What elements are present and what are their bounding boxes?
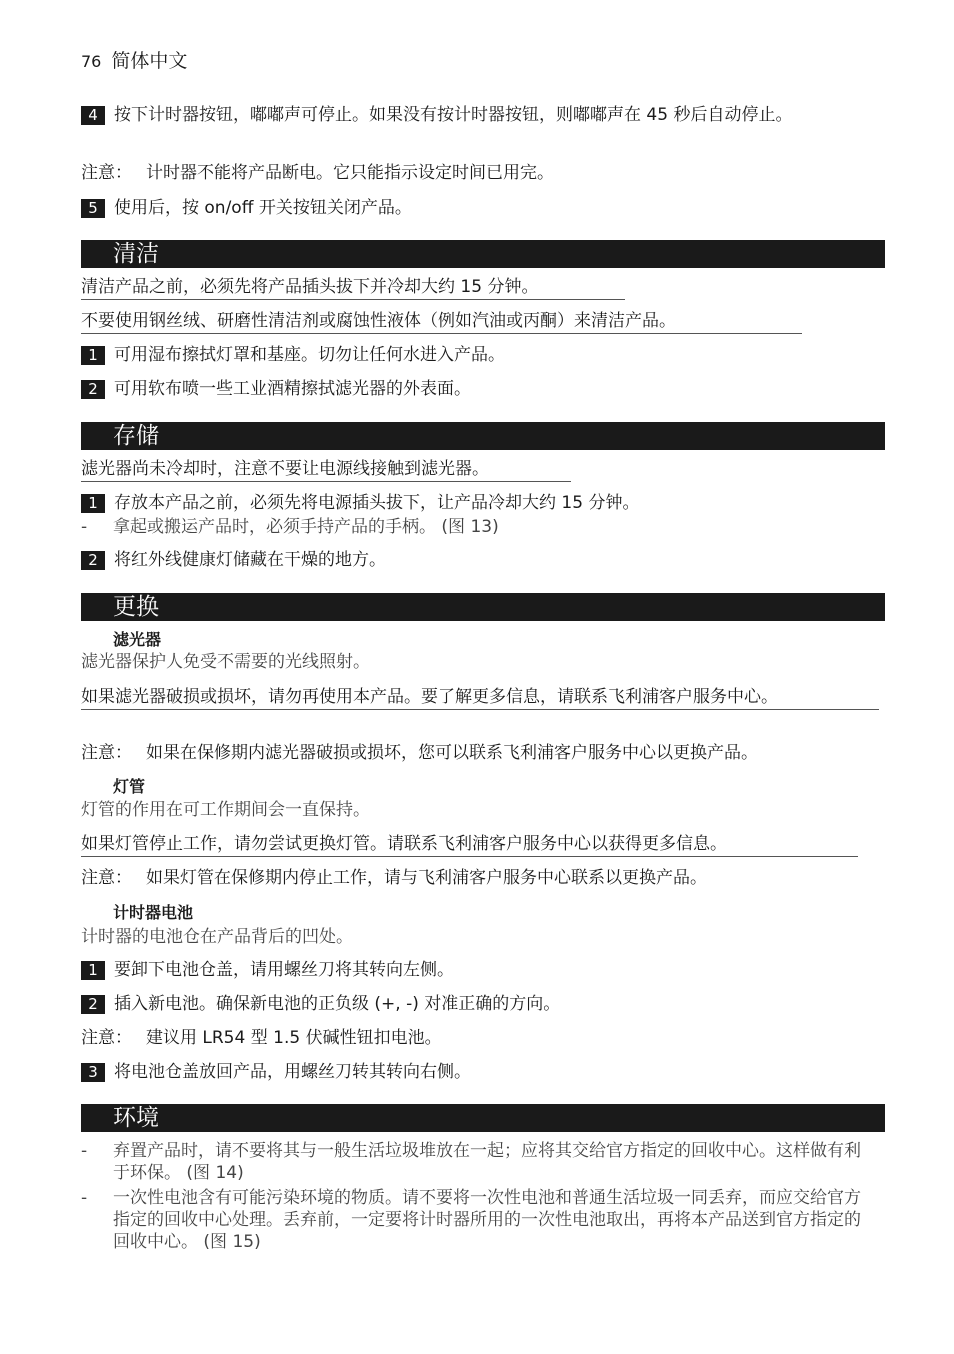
- bullet-item: [81, 1187, 873, 1253]
- bullet-text: 弃置产品时，请不要将其与一般生活垃圾堆放在一起；应将其交给官方指定的回收中心。这样做有利于环保。 (图 14): [113, 1141, 861, 1183]
- note-label: 注意：: [81, 743, 132, 763]
- step-text: 使用后，按 on/off 开关按钮关闭产品。: [114, 198, 412, 218]
- step-number: 2: [81, 380, 105, 399]
- warning-text: 清洁产品之前，必须先将产品插头拔下并冷却大约 15 分钟。: [81, 276, 625, 300]
- bullet-text: 一次性电池含有可能污染环境的物质。请不要将一次性电池和普通生活垃圾一同丢弃，而应交给官方指定的回收中心处理。丢弃前，一定要将计时器所用的一次性电池取出，再将本产品送到官方指定的回收中心。 (图 15): [113, 1188, 861, 1252]
- step-5: [81, 197, 884, 219]
- note: [81, 162, 554, 184]
- step-1: [81, 344, 884, 366]
- step-4: [81, 104, 884, 126]
- body-text: 灯管的作用在可工作期间会一直保持。: [81, 800, 370, 820]
- bullet-text: 拿起或搬运产品时，必须手持产品的手柄。 (图 13): [113, 517, 499, 537]
- note-text: 如果在保修期内滤光器破损或损坏，您可以联系飞利浦客户服务中心以更换产品。: [146, 743, 758, 763]
- section-title-storage: 存储: [81, 422, 885, 450]
- section-title-environment: 环境: [81, 1104, 885, 1132]
- bullet-dash: -: [81, 517, 88, 537]
- step-1: [81, 959, 884, 981]
- bullet-dash: -: [81, 1188, 88, 1208]
- subheading-timer-battery: 计时器电池: [113, 903, 194, 922]
- step-text: 将红外线健康灯储藏在干燥的地方。: [114, 550, 386, 570]
- note-label: 注意：: [81, 868, 132, 888]
- subheading-lamp: 灯管: [113, 777, 146, 796]
- warning-text: 滤光器尚未冷却时，注意不要让电源线接触到滤光器。: [81, 458, 571, 482]
- step-text: 要卸下电池仓盖，请用螺丝刀将其转向左侧。: [114, 960, 454, 980]
- step-text: 存放本产品之前，必须先将电源插头拔下，让产品冷却大约 15 分钟。: [114, 493, 640, 513]
- note: [81, 867, 707, 889]
- note-label: 注意：: [81, 163, 132, 183]
- step-text: 插入新电池。确保新电池的正负级 (+, -) 对准正确的方向。: [114, 994, 561, 1014]
- note: [81, 742, 758, 764]
- step-number: 1: [81, 961, 105, 980]
- step-number: 2: [81, 995, 105, 1014]
- step-number: 4: [81, 106, 105, 125]
- step-2: [81, 549, 884, 571]
- warning-text: 如果灯管停止工作，请勿尝试更换灯管。请联系飞利浦客户服务中心以获得更多信息。: [81, 833, 858, 857]
- note-label: 注意：: [81, 1028, 132, 1048]
- note-text: 建议用 LR54 型 1.5 伏碱性钮扣电池。: [146, 1028, 442, 1048]
- subheading-filter: 滤光器: [113, 630, 162, 649]
- note-text: 如果灯管在保修期内停止工作，请与飞利浦客户服务中心联系以更换产品。: [146, 868, 707, 888]
- bullet-item: [81, 1140, 873, 1184]
- step-3: [81, 1061, 884, 1083]
- step-2: [81, 378, 884, 400]
- step-text: 可用软布喷一些工业酒精擦拭滤光器的外表面。: [114, 379, 471, 399]
- note-text: 计时器不能将产品断电。它只能指示设定时间已用完。: [146, 163, 554, 183]
- step-number: 1: [81, 346, 105, 365]
- step-text: 将电池仓盖放回产品，用螺丝刀转其转向右侧。: [114, 1062, 471, 1082]
- language-label: 简体中文: [111, 50, 188, 72]
- body-text: 滤光器保护人免受不需要的光线照射。: [81, 652, 370, 672]
- step-number: 3: [81, 1063, 105, 1082]
- page-number: 76: [81, 52, 102, 71]
- warning-text: 不要使用钢丝绒、研磨性清洁剂或腐蚀性液体（例如汽油或丙酮）来清洁产品。: [81, 310, 802, 334]
- body-text: 计时器的电池仓在产品背后的凹处。: [81, 927, 353, 947]
- step-2: [81, 993, 884, 1015]
- page-header: [81, 46, 187, 73]
- step-text: 可用湿布擦拭灯罩和基座。切勿让任何水进入产品。: [114, 345, 505, 365]
- step-number: 2: [81, 551, 105, 570]
- step-number: 1: [81, 494, 105, 513]
- step-1: [81, 492, 884, 514]
- step-text: 按下计时器按钮，嘟嘟声可停止。如果没有按计时器按钮，则嘟嘟声在 45 秒后自动停止。: [114, 105, 793, 125]
- warning-text: 如果滤光器破损或损坏，请勿再使用本产品。要了解更多信息，请联系飞利浦客户服务中心。: [81, 686, 879, 710]
- note: [81, 1027, 442, 1049]
- bullet-item: [81, 516, 873, 538]
- bullet-dash: -: [81, 1141, 88, 1161]
- section-title-cleaning: 清洁: [81, 240, 885, 268]
- step-number: 5: [81, 199, 105, 218]
- section-title-replacement: 更换: [81, 593, 885, 621]
